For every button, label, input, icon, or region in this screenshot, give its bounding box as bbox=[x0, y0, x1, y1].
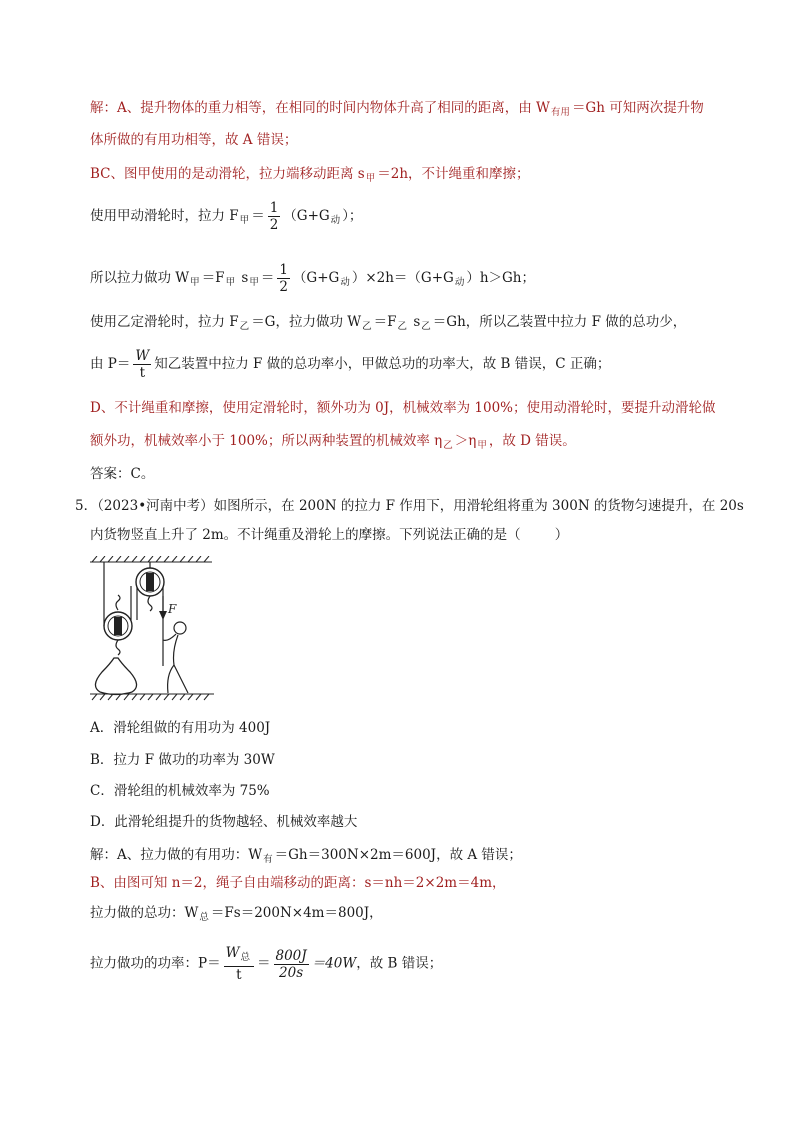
option-a: A．滑轮组做的有用功为 400J bbox=[90, 720, 271, 736]
movable-pulley bbox=[104, 595, 132, 655]
fixed-pulley bbox=[136, 568, 164, 611]
solution-line: BC、图甲使用的是动滑轮，拉力端移动距离 $s_甲 =2h$，不计绳重和摩擦； bbox=[90, 166, 530, 184]
solution-line: D、不计绳重和摩擦，使用定滑轮时，额外功为 0J，机械效率为 100%；使用动滑轮时，要提升动滑轮做 bbox=[90, 400, 716, 416]
floor bbox=[90, 694, 214, 700]
solution-line: 使用甲动滑轮时，拉力 $F_甲$ ＝ $\frac{1}{2}$ （$G+G_动$ ）； bbox=[90, 200, 363, 233]
person bbox=[163, 622, 188, 693]
solution-line: 拉力做的总功：$W_总 =Fs=200N\times 4m=800J$， bbox=[90, 905, 383, 923]
answer-line: 答案：C。 bbox=[90, 466, 155, 482]
solution-line: 使用乙定滑轮时，拉力 $F_乙 =G$，拉力做功 $W_乙 =F_乙$ $s_乙 =Gh$，所以乙装置中拉力 F 做的总功少， bbox=[90, 314, 687, 332]
force-label: F bbox=[168, 602, 177, 616]
option-c: C．滑轮组的机械效率为 75% bbox=[90, 783, 270, 799]
solution-line: 额外功，机械效率小于 100%；所以两种装置的机械效率 $\eta_乙 >\eta_甲$ ，故 D 错误。 bbox=[90, 433, 576, 451]
fraction: $\frac{1}{2}$ bbox=[279, 262, 288, 295]
fraction: $\frac{800J}{20s}$ bbox=[275, 947, 307, 981]
option-d: D．此滑轮组提升的货物越轻、机械效率越大 bbox=[90, 814, 358, 830]
ceiling bbox=[90, 556, 212, 562]
solution-line: 所以拉力做功 $W_甲 =F_甲$ $s_甲$ ＝ $\frac{1}{2}$ （$G+G_动$ ）$\times 2h=(G+G_动$ ）h＞Gh； bbox=[90, 262, 536, 295]
question-stem: 内货物竖直上升了 2m。不计绳重及滑轮上的摩擦。下列说法正确的是（ ） bbox=[90, 527, 569, 543]
fraction: $\frac{W_总}{t}$ bbox=[224, 945, 254, 983]
fraction: $\frac{1}{2}$ bbox=[269, 200, 279, 233]
fraction: $\frac{W}{t}$ bbox=[135, 348, 150, 381]
solution-line: 由 P＝ $\frac{W}{t}$ 知乙装置中拉力 F 做的总功率小，甲做总功的功率大，故 B 错误，C 正确； bbox=[90, 348, 611, 381]
option-b: B．拉力 F 做功的功率为 30W bbox=[90, 752, 275, 768]
solution-line: 体所做的有用功相等，故 A 错误； bbox=[90, 132, 298, 148]
solution-line: B、由图可知 n＝2，绳子自由端移动的距离：s＝nh＝2×2m＝4m， bbox=[90, 875, 506, 891]
cargo-bag bbox=[95, 658, 136, 695]
solution-line: 解：A、提升物体的重力相等，在相同的时间内物体升高了相同的距离，由 $W_{有用} =Gh$ 可知两次提升物 bbox=[90, 100, 704, 118]
solution-line: 解：A、拉力做的有用功：$W_有 =Gh=300N\times 2m=600J$，故 A 错误； bbox=[90, 847, 522, 865]
pulley-diagram bbox=[88, 556, 218, 702]
solution-line: 拉力做功的功率：P＝ $\frac{W_总}{t}$ ＝ $\frac{800J}{20s}$ ＝40W，故 B 错误； bbox=[90, 945, 443, 983]
force-arrow bbox=[159, 596, 167, 620]
question-stem: 5．（2023•河南中考）如图所示，在 200N 的拉力 F 作用下，用滑轮组将重为 300N 的货物匀速提升，在 20s bbox=[75, 498, 744, 514]
